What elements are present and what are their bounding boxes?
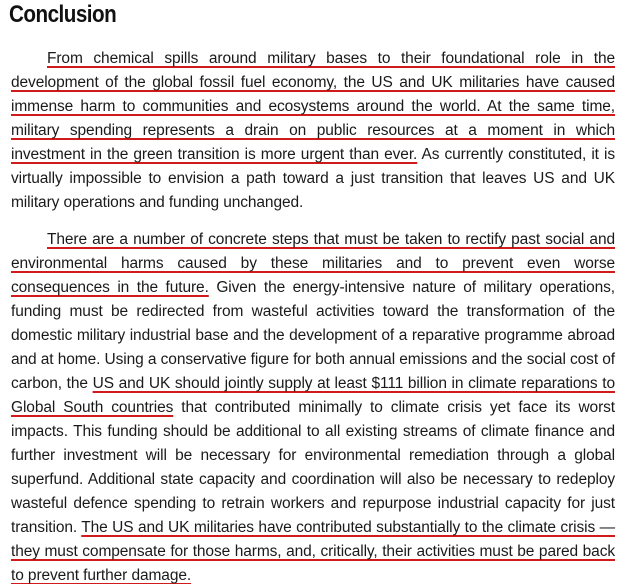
underlined-passage: From chemical spills around military bases to their foundational role in the development of the global fossil fuel economy, the US and UK militaries have caused immense harm to communities and ecosystems around the world. At the same time, military spending represents a drain on public resources at a moment in which investment in the green transition is more urgent than ever. <box>11 50 615 163</box>
underlined-passage: The US and UK militaries have contributed substantially to the climate crisis — they must compensate for those harms, and, critically, their activities must be pared back to prevent further damage. <box>11 519 615 584</box>
underlined-passage: US and UK should jointly supply at least $111 billion in climate reparations to Global South countries <box>11 375 615 416</box>
paragraph-2 <box>11 228 615 584</box>
section-heading: Conclusion <box>9 1 117 28</box>
body-text: Given the energy-intensive nature of military operations, funding must be redirected from wasteful activities toward the transformation of the domestic military industrial base and the development of a reparative programme abroad and at home. Using a conservative figure for both annual emissions and the social cost of carbon, the <box>11 279 615 392</box>
body-text: that contributed minimally to climate crisis yet face its worst impacts. This funding should be additional to all existing streams of climate finance and further investment will be necessary for environmental remediation through a global superfund. Additional state capacity and coordination will also be necessary to redeploy wasteful defence spending to retrain workers and repurpose industrial capacity for just transition. <box>11 399 615 536</box>
paragraph-1 <box>11 47 615 215</box>
body-text: As currently constituted, it is virtually impossible to envision a path toward a just transition that leaves US and UK military operations and funding unchanged. <box>11 146 615 211</box>
underlined-passage: There are a number of concrete steps that must be taken to rectify past social and environmental harms caused by these militaries and to prevent even worse consequences in the future. <box>11 231 615 296</box>
